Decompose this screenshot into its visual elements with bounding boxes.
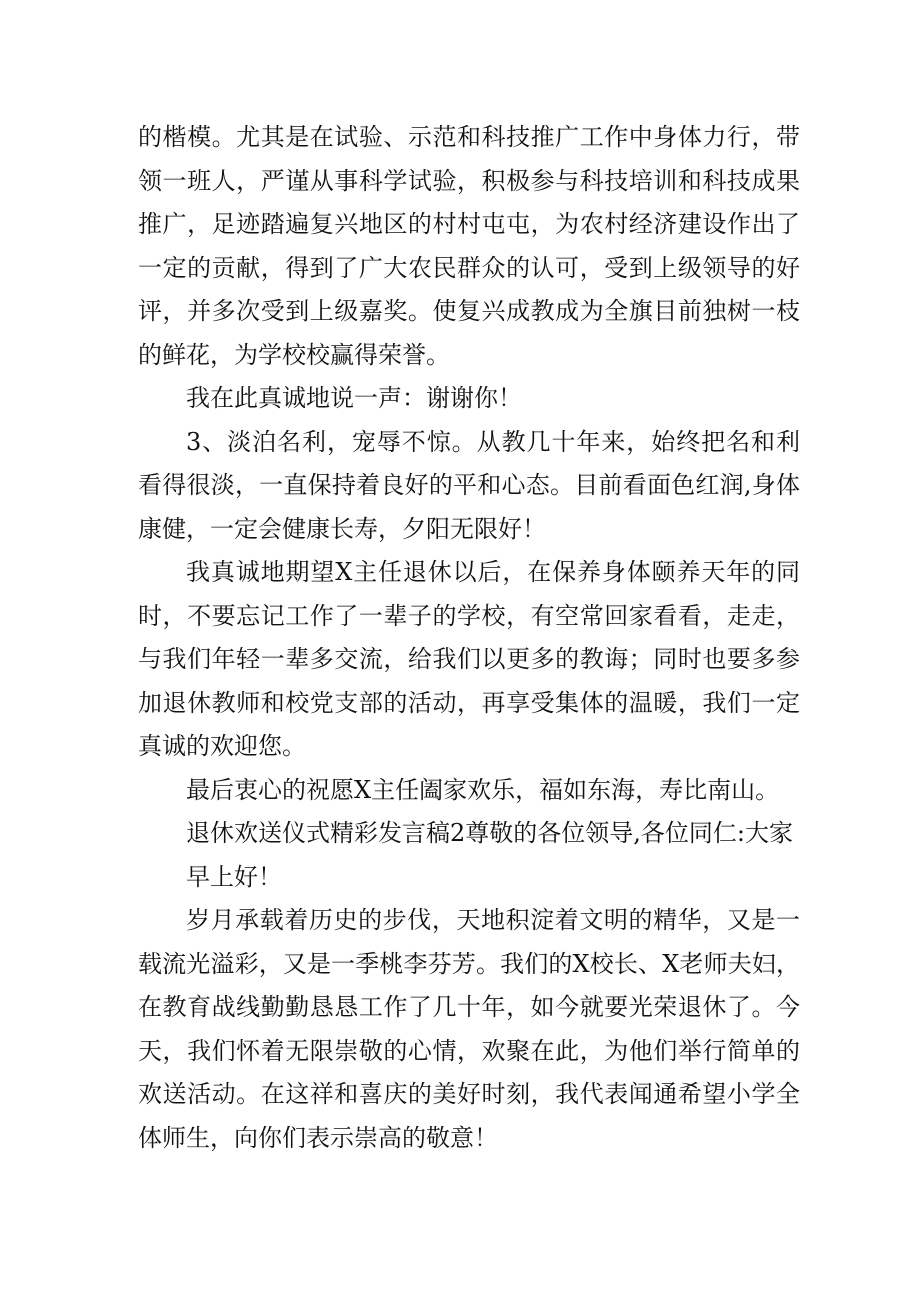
paragraph-speech-2-heading: 退休欢送仪式精彩发言稿2尊敬的各位领导,各位同仁:大家 [186, 819, 793, 847]
paragraph-greeting: 早上好！ [186, 862, 282, 891]
paragraph-speech-body: 岁月承载着历史的步伐，天地积淀着文明的精华，又是一载流光溢彩，又是一季桃李芬芳。我们的X校长、X老师夫妇，在教育战线勤勤恳恳工作了几十年，如今就要光荣退休了。今天，我们怀着无限崇敬的心情，欢聚在此，为他们举行简单的欢送活动。在这祥和喜庆的美好时刻，我代表闻通希望小学全体师生，向你们表示崇高的敬意！ [138, 906, 800, 1152]
paragraph-hope: 我真诚地期望X主任退休以后，在保养身体颐养天年的同时，不要忘记工作了一辈子的学校，有空常回家看看，走走，与我们年轻一辈多交流，给我们以更多的教诲；同时也要多参加退休教师和校党支部的活动，再享受集体的温暖，我们一定真诚的欢迎您。 [138, 558, 800, 760]
paragraph-point-3: 3、淡泊名利，宠辱不惊。从教几十年来，始终把名和利看得很淡，一直保持着良好的平和心态。目前看面色红润,身体康健，一定会健康长寿，夕阳无限好！ [138, 427, 800, 543]
document-body [138, 116, 800, 1160]
paragraph-continuation: 的楷模。尤其是在试验、示范和科技推广工作中身体力行，带领一班人，严谨从事科学试验，积极参与科技培训和科技成果推广，足迹踏遍复兴地区的村村屯屯，为农村经济建设作出了一定的贡献，得到了广大农民群众的认可，受到上级领导的好评，并多次受到上级嘉奖。使复兴成教成为全旗目前独树一枝的鲜花，为学校校赢得荣誉。 [138, 123, 800, 369]
paragraph-blessing: 最后衷心的祝愿X主任阖家欢乐，福如东海，寿比南山。 [186, 775, 780, 804]
paragraph-thanks: 我在此真诚地说一声：谢谢你！ [186, 384, 522, 412]
